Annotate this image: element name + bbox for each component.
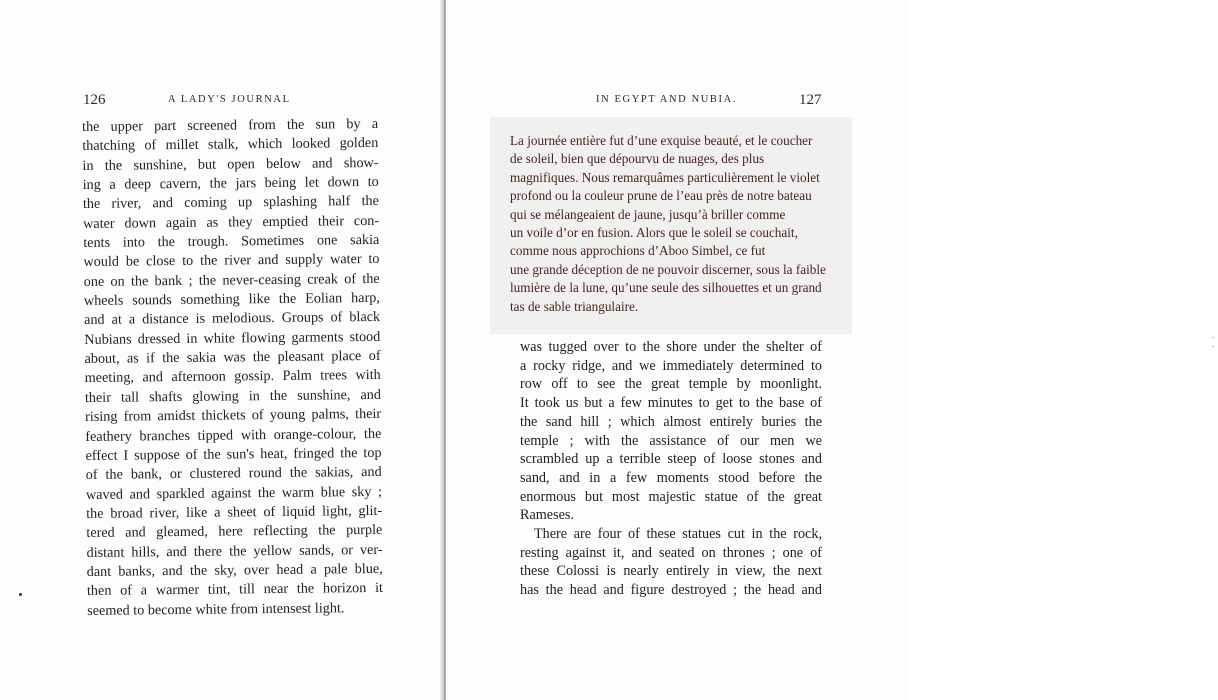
translation-line: comme nous approchions d’Aboo Simbel, ce fut: [510, 243, 766, 259]
left-running-head: A LADY'S JOURNAL: [168, 94, 291, 105]
right-text-line: the sand hill ; which almost entirely buries the: [520, 413, 822, 430]
left-text-line: tered and gleamed, here reflecting the purple: [86, 522, 383, 542]
right-body-text: [520, 338, 822, 600]
left-text-line: wheels sounds something like the Eolian harp,: [83, 289, 380, 310]
left-text-line: the river, and coming up splashing half the: [82, 193, 379, 213]
right-text-line: a rocky ridge, and we immediately determined to: [520, 357, 822, 374]
right-text-line: enormous but most majestic statue of the great: [520, 488, 822, 505]
left-text-line: would be close to the river and supply water to: [83, 251, 380, 271]
right-text-line: It took us but a few minutes to get to the base of: [520, 395, 822, 412]
left-text-line: the broad river, like a sheet of liquid light, glit-: [86, 502, 383, 522]
left-text-line: meeting, and afternoon gossip. Palm trees with: [84, 367, 381, 387]
right-text-line: Rameses.: [520, 507, 574, 524]
right-text-line: row off to see the great temple by moonlight.: [520, 376, 822, 393]
right-page-number: 127: [799, 92, 822, 108]
left-text-line: ing a deep cavern, the jars being let down to: [82, 173, 379, 194]
left-text-line: about, as if the sakia was the pleasant place of: [84, 348, 381, 368]
left-text-line: waved and sparkled against the warm blue sky ;: [85, 483, 383, 503]
translation-line: lumière de la lune, qu’une seule des silhouettes et un grand: [510, 280, 822, 296]
right-text-line: temple ; with the assistance of our men we: [520, 432, 822, 449]
left-text-line: in the sunshine, but open below and show-: [82, 154, 379, 174]
translation-overlay: [490, 117, 852, 334]
right-text-line: these Colossi is nearly entirely in view, the next: [520, 563, 822, 580]
left-page-number: 126: [83, 92, 106, 108]
left-text-line: one on the bank ; the never-ceasing creak of the: [83, 270, 380, 290]
translation-line: profond ou la couleur prune de l’eau près de notre bateau: [510, 188, 812, 204]
left-text-line: distant hills, and there the yellow sands, or ver-: [86, 541, 383, 561]
right-text-line: scrambled up a terrible steep of loose stones and: [520, 451, 822, 468]
left-text-line: the upper part screened from the sun by a: [82, 115, 379, 135]
left-body-text: [82, 115, 383, 621]
translation-line: magnifiques. Nous remarquâmes particulièrement le violet: [510, 169, 820, 185]
left-text-line: and at a distance is melodious. Groups of black: [84, 309, 381, 329]
right-running-head: IN EGYPT AND NUBIA.: [596, 94, 738, 105]
left-text-line: effect I suppose of the sun's heat, fringed the top: [85, 444, 382, 464]
left-text-line: feathery branches tipped with orange-colour, the: [85, 425, 382, 445]
left-text-line: then of a warmer tint, till near the horizon it: [86, 580, 384, 600]
left-text-line: of the bank, or clustered round the sakias, and: [85, 464, 382, 484]
right-text-line: There are four of these statues cut in the rock,: [534, 526, 822, 543]
left-text-line: their tall shafts glowing in the sunshine, and: [84, 386, 381, 406]
right-text-line: sand, and in a few moments stood before the: [520, 469, 822, 486]
ink-dots: . .: [1212, 331, 1218, 349]
left-text-line: Nubians dressed in white flowing garments stood: [84, 328, 381, 348]
right-text-line: resting against it, and seated on thrones ; one of: [520, 544, 822, 561]
left-text-line: rising from amidst thickets of young palms, their: [85, 406, 382, 426]
right-text-line: was tugged over to the shore under the shelter of: [520, 339, 822, 355]
left-page: [0, 0, 442, 700]
translation-line: tas de sable triangulaire.: [510, 298, 639, 314]
left-text-line: water down again as they emptied their con-: [83, 212, 380, 232]
right-text-line: has the head and figure destroyed ; the head and: [520, 582, 822, 599]
right-page: [446, 0, 1218, 700]
left-text-line: seemed to become white from intensest light.: [87, 599, 345, 619]
translation-line: un voile d’or en fusion. Alors que le soleil se couchait,: [510, 225, 798, 241]
translation-line: La journée entière fut d’une exquise beauté, et le coucher: [510, 133, 813, 148]
translation-line: une grande déception de ne pouvoir discerner, sous la faible: [510, 261, 826, 277]
left-text-line: thatching of millet stalk, which looked golden: [82, 135, 379, 155]
translation-line: de soleil, bien que dépourvu de nuages, des plus: [510, 151, 765, 167]
translation-text: [510, 132, 842, 316]
translation-line: qui se mélangeaient de jaune, jusqu’à briller comme: [510, 206, 786, 222]
left-text-line: tents into the trough. Sometimes one sakia: [83, 231, 380, 252]
ink-speck: [19, 593, 22, 596]
left-text-line: dant banks, and the sky, over head a pale blue,: [86, 560, 383, 580]
